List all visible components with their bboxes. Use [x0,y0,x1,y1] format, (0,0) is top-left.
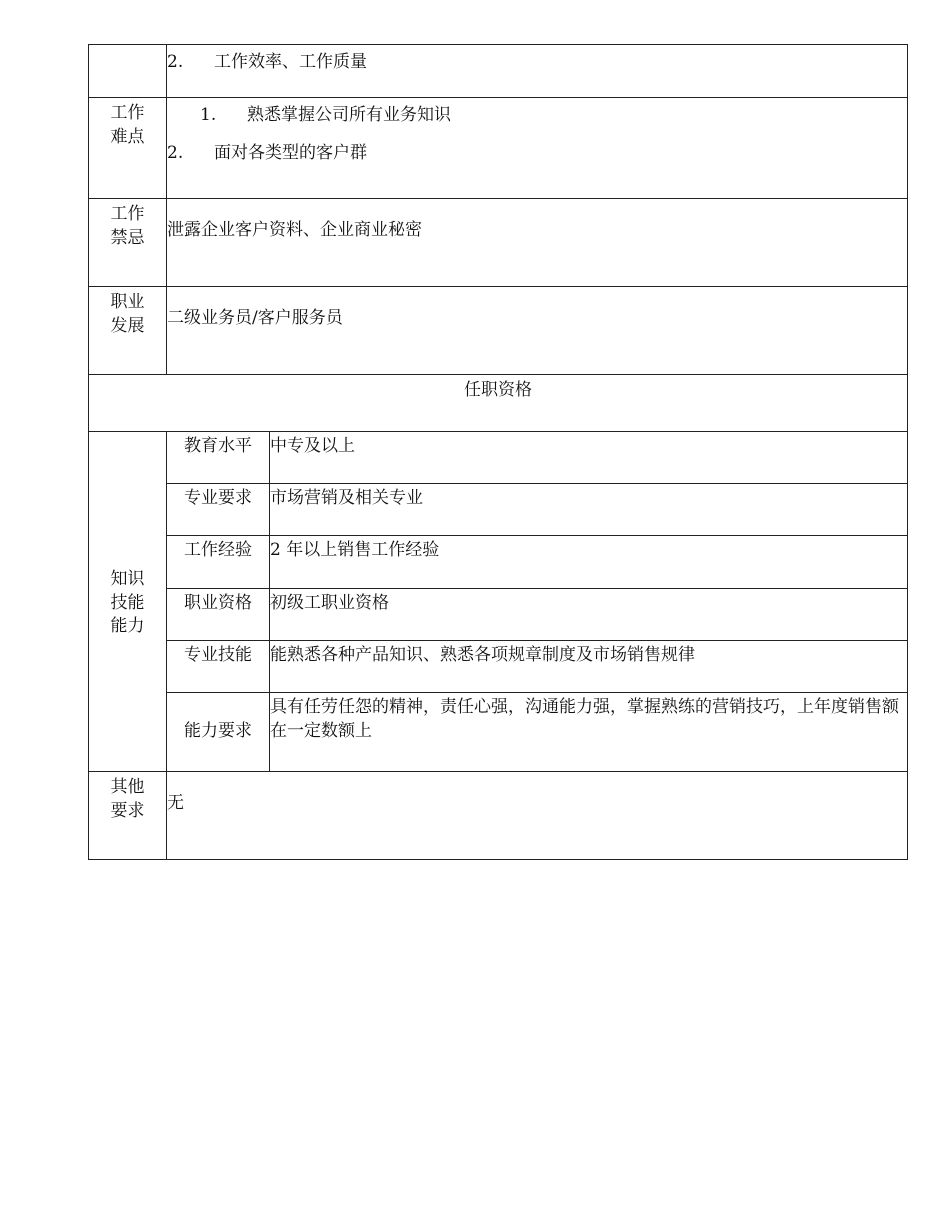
taboo-cell [167,199,908,287]
row-label-difficulty: 工作 难点 [89,98,167,199]
sub-label-ability: 能力要求 [167,693,270,772]
table-row [89,484,908,536]
value-major: 市场营销及相关专业 [270,484,908,536]
row-label-knowledge: 知识 技能 能力 [89,432,167,772]
sub-label-major: 专业要求 [167,484,270,536]
list-number: 1. [200,105,217,125]
difficulty-cell [167,98,908,199]
table-row [89,536,908,589]
career-cell [167,287,908,375]
row-label-other: 其他 要求 [89,772,167,860]
career-text: 二级业务员/客户服务员 [167,308,343,328]
table-row [89,772,908,860]
sub-label-experience: 工作经验 [167,536,270,589]
sub-label-skills: 专业技能 [167,641,270,693]
list-text: 工作效率、工作质量 [214,52,367,72]
list-item [167,140,907,166]
table-row [89,641,908,693]
table-row [89,432,908,484]
other-cell [167,772,908,860]
other-text: 无 [167,793,184,813]
list-text: 熟悉掌握公司所有业务知识 [247,105,451,125]
table-row [89,45,908,98]
value-ability: 具有任劳任怨的精神，责任心强，沟通能力强，掌握熟练的营销技巧，上年度销售额在一定数额上 [270,693,908,772]
sub-label-qualification: 职业资格 [167,589,270,641]
value-experience: 2 年以上销售工作经验 [270,536,908,589]
table-row [89,287,908,375]
list-item [167,102,907,128]
list-text: 面对各类型的客户群 [214,143,367,163]
taboo-text: 泄露企业客户资料、企业商业秘密 [167,220,422,240]
table-row [89,375,908,432]
list-item [167,49,907,75]
row-label-taboo: 工作 禁忌 [89,199,167,287]
job-description-table [88,44,908,860]
section-title: 任职资格 [89,375,908,432]
list-number: 2. [167,143,184,163]
row-label-career: 职业 发展 [89,287,167,375]
value-qualification: 初级工职业资格 [270,589,908,641]
row-label-empty [89,45,167,98]
table-row [89,693,908,772]
value-education: 中专及以上 [270,432,908,484]
list-number: 2. [167,52,184,72]
value-skills: 能熟悉各种产品知识、熟悉各项规章制度及市场销售规律 [270,641,908,693]
work-standard-cell [167,45,908,98]
table-row [89,98,908,199]
table-row [89,589,908,641]
table-row [89,199,908,287]
sub-label-education: 教育水平 [167,432,270,484]
